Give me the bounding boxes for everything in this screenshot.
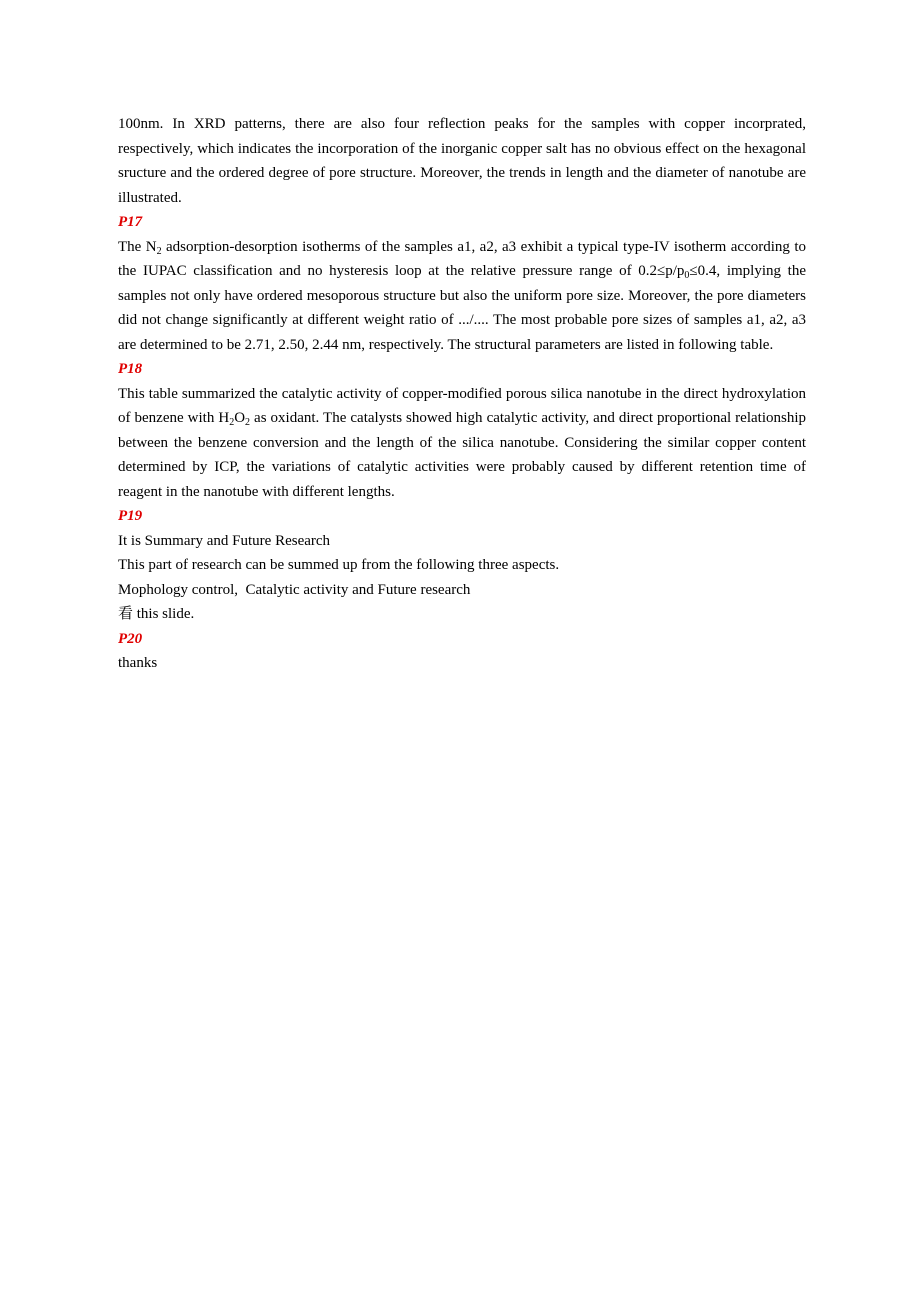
p18-paragraph [118, 382, 806, 505]
p19-line: Mophology control, Catalytic activity and Future research [118, 581, 471, 598]
p19-line: It is Summary and Future Research [118, 532, 331, 549]
intro-paragraph: 100nm. In XRD patterns, there are also four reflection peaks for the samples with copper incorprated, respectively, which indicates the incorporation of the inorganic copper salt has no obvious effect on the hexagonal sructure and the ordered degree of pore structure. Moreover, the trends in length and the diameter of nanotube are illustrated. [118, 116, 806, 206]
p19-line: 看 this slide. [118, 606, 195, 622]
p17-paragraph [118, 235, 806, 358]
section-heading-p17: P17 [118, 214, 143, 230]
section-heading-p19: P19 [118, 508, 143, 524]
p18-subscript-o2: 2 [245, 417, 251, 428]
p18-text-3: as oxidant. The catalysts showed high catalytic activity, and direct proportional relationship between the benzene conversion and the length of the silica nanotube. Considering the similar copper content determined by ICP, the variations of catalytic activities were probably caused by different retention time of reagent in the nanotube with different lengths. [118, 410, 806, 500]
p17-text-3: ≤0.4, implying the samples not only have ordered mesoporous structure but also the uniform pore size. Moreover, the pore diameters did not change significantly at different weight ratio of .../.... The most probable pore sizes of samples a1, a2, a3 are determined to be 2.71, 2.50, 2.44 nm, respectively. The structural parameters are listed in following table. [118, 263, 806, 353]
p17-text-1: The N [118, 238, 157, 255]
section-heading-p20: P20 [118, 630, 143, 647]
section-heading-p18: P18 [118, 361, 143, 377]
document-body [118, 112, 806, 676]
p17-subscript-n2: 2 [156, 245, 162, 257]
p17-subscript-p0: 0 [684, 270, 690, 281]
p17-text-2: adsorption-desorption isotherms of the samples a1, a2, a3 exhibit a typical type-IV isotherm according to the IUPAC classification and no hysteresis loop at the relative pressure range of 0.2≤p/p [118, 238, 807, 279]
p18-text-2: O [234, 410, 246, 426]
p18-subscript-h2: 2 [229, 417, 235, 428]
p20-line: thanks [118, 655, 158, 671]
p18-text-1: This table summarized the catalytic activity of copper-modified porous silica nanotube in the direct hydroxylation of benzene with H [118, 385, 806, 426]
p19-line: This part of research can be summed up from the following three aspects. [118, 557, 560, 573]
